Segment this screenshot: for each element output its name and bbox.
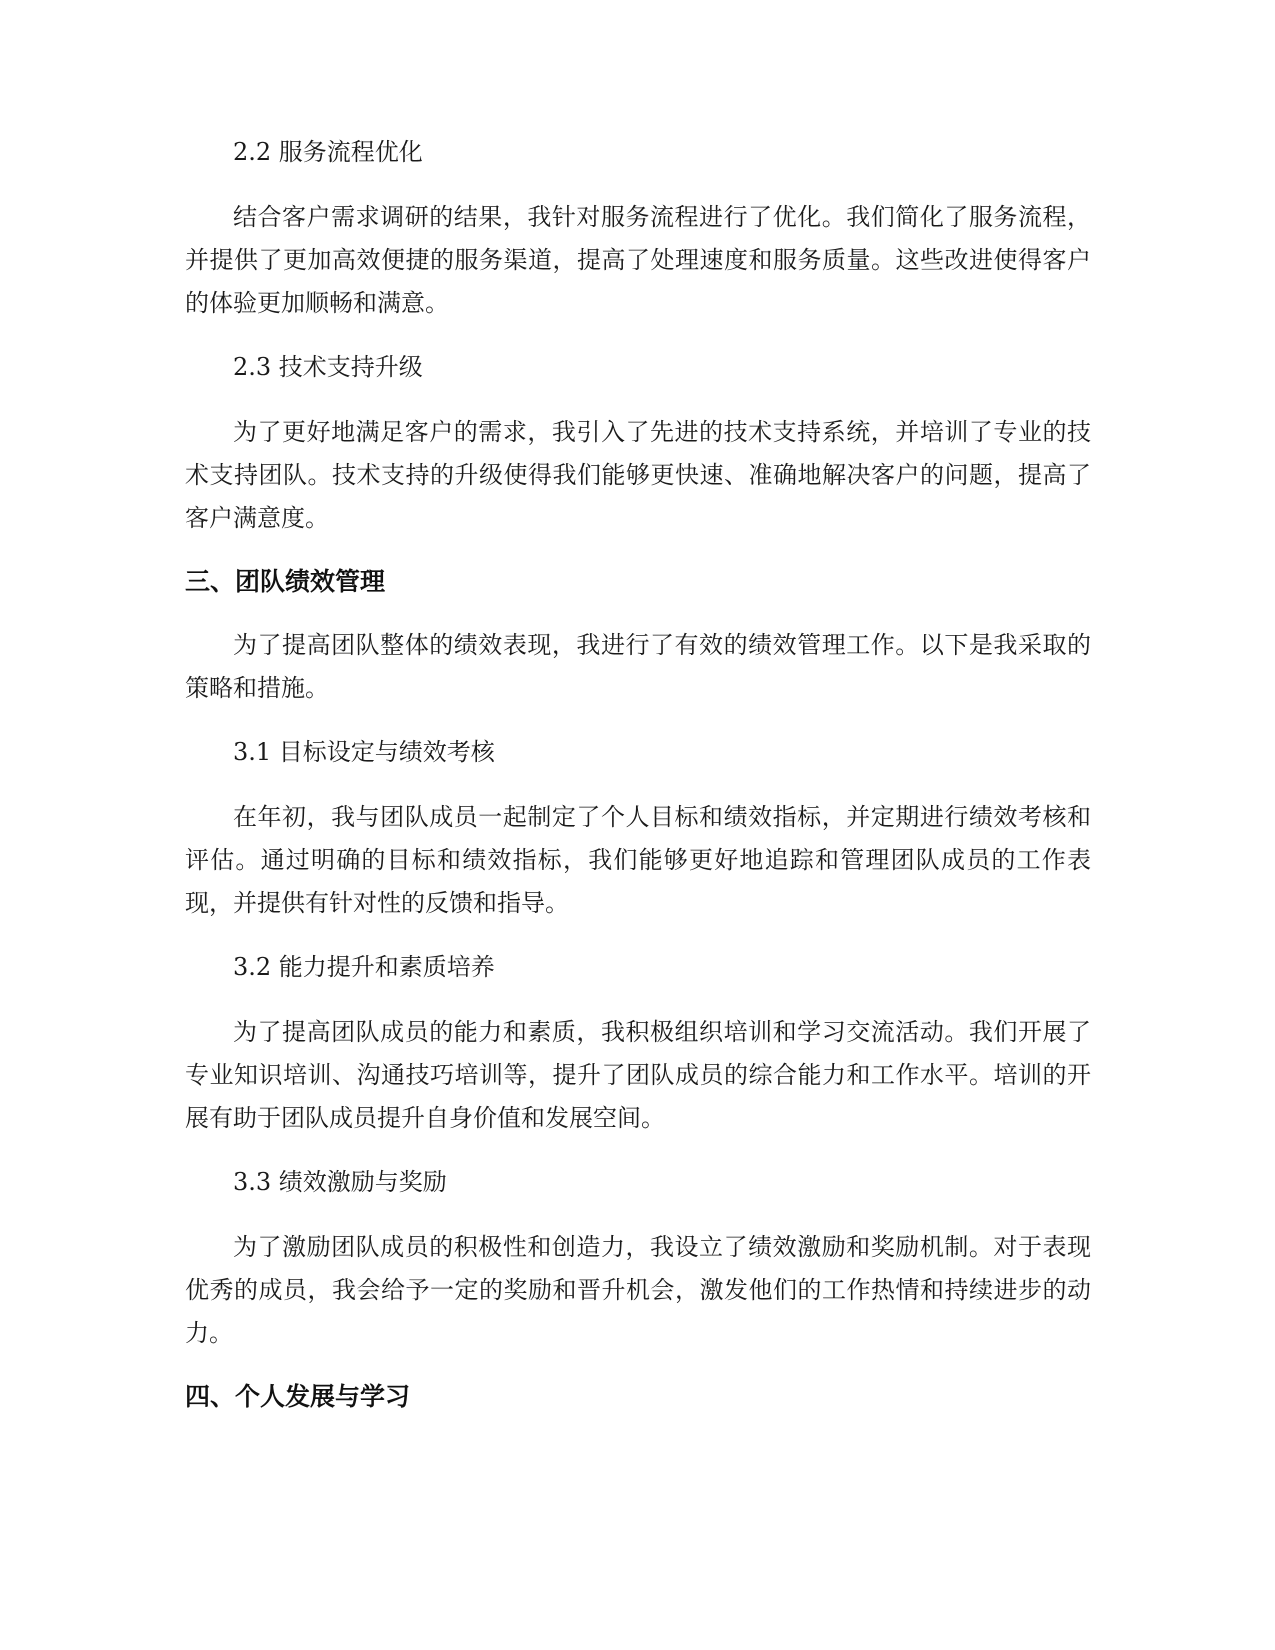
paragraph-training: 为了提高团队成员的能力和素质，我积极组织培训和学习交流活动。我们开展了专业知识培训、沟通技巧培训等，提升了团队成员的综合能力和工作水平。培训的开展有助于团队成员提升自身价值和发展空间。 xyxy=(185,1018,1091,1132)
section-heading-4: 四、个人发展与学习 xyxy=(185,1382,411,1411)
paragraph-incentives: 为了激励团队成员的积极性和创造力，我设立了绩效激励和奖励机制。对于表现优秀的成员，我会给予一定的奖励和晋升机会，激发他们的工作热情和持续进步的动力。 xyxy=(185,1233,1091,1347)
section-heading-3: 三、团队绩效管理 xyxy=(185,567,386,596)
subheading-2-3: 2.3 技术支持升级 xyxy=(233,353,423,381)
subheading-2-2: 2.2 服务流程优化 xyxy=(233,138,423,166)
paragraph-tech-support: 为了更好地满足客户的需求，我引入了先进的技术支持系统，并培训了专业的技术支持团队。技术支持的升级使得我们能够更快速、准确地解决客户的问题，提高了客户满意度。 xyxy=(185,418,1091,532)
subheading-3-1: 3.1 目标设定与绩效考核 xyxy=(233,738,495,766)
paragraph-goal-setting: 在年初，我与团队成员一起制定了个人目标和绩效指标，并定期进行绩效考核和评估。通过明确的目标和绩效指标，我们能够更好地追踪和管理团队成员的工作表现，并提供有针对性的反馈和指导。 xyxy=(185,803,1091,917)
subheading-3-3: 3.3 绩效激励与奖励 xyxy=(233,1168,447,1196)
paragraph-performance-intro: 为了提高团队整体的绩效表现，我进行了有效的绩效管理工作。以下是我采取的策略和措施。 xyxy=(185,631,1091,702)
subheading-3-2: 3.2 能力提升和素质培养 xyxy=(233,953,495,981)
paragraph-service-process: 结合客户需求调研的结果，我针对服务流程进行了优化。我们简化了服务流程，并提供了更加高效便捷的服务渠道，提高了处理速度和服务质量。这些改进使得客户的体验更加顺畅和满意。 xyxy=(185,203,1091,317)
document-page xyxy=(185,132,1091,1439)
